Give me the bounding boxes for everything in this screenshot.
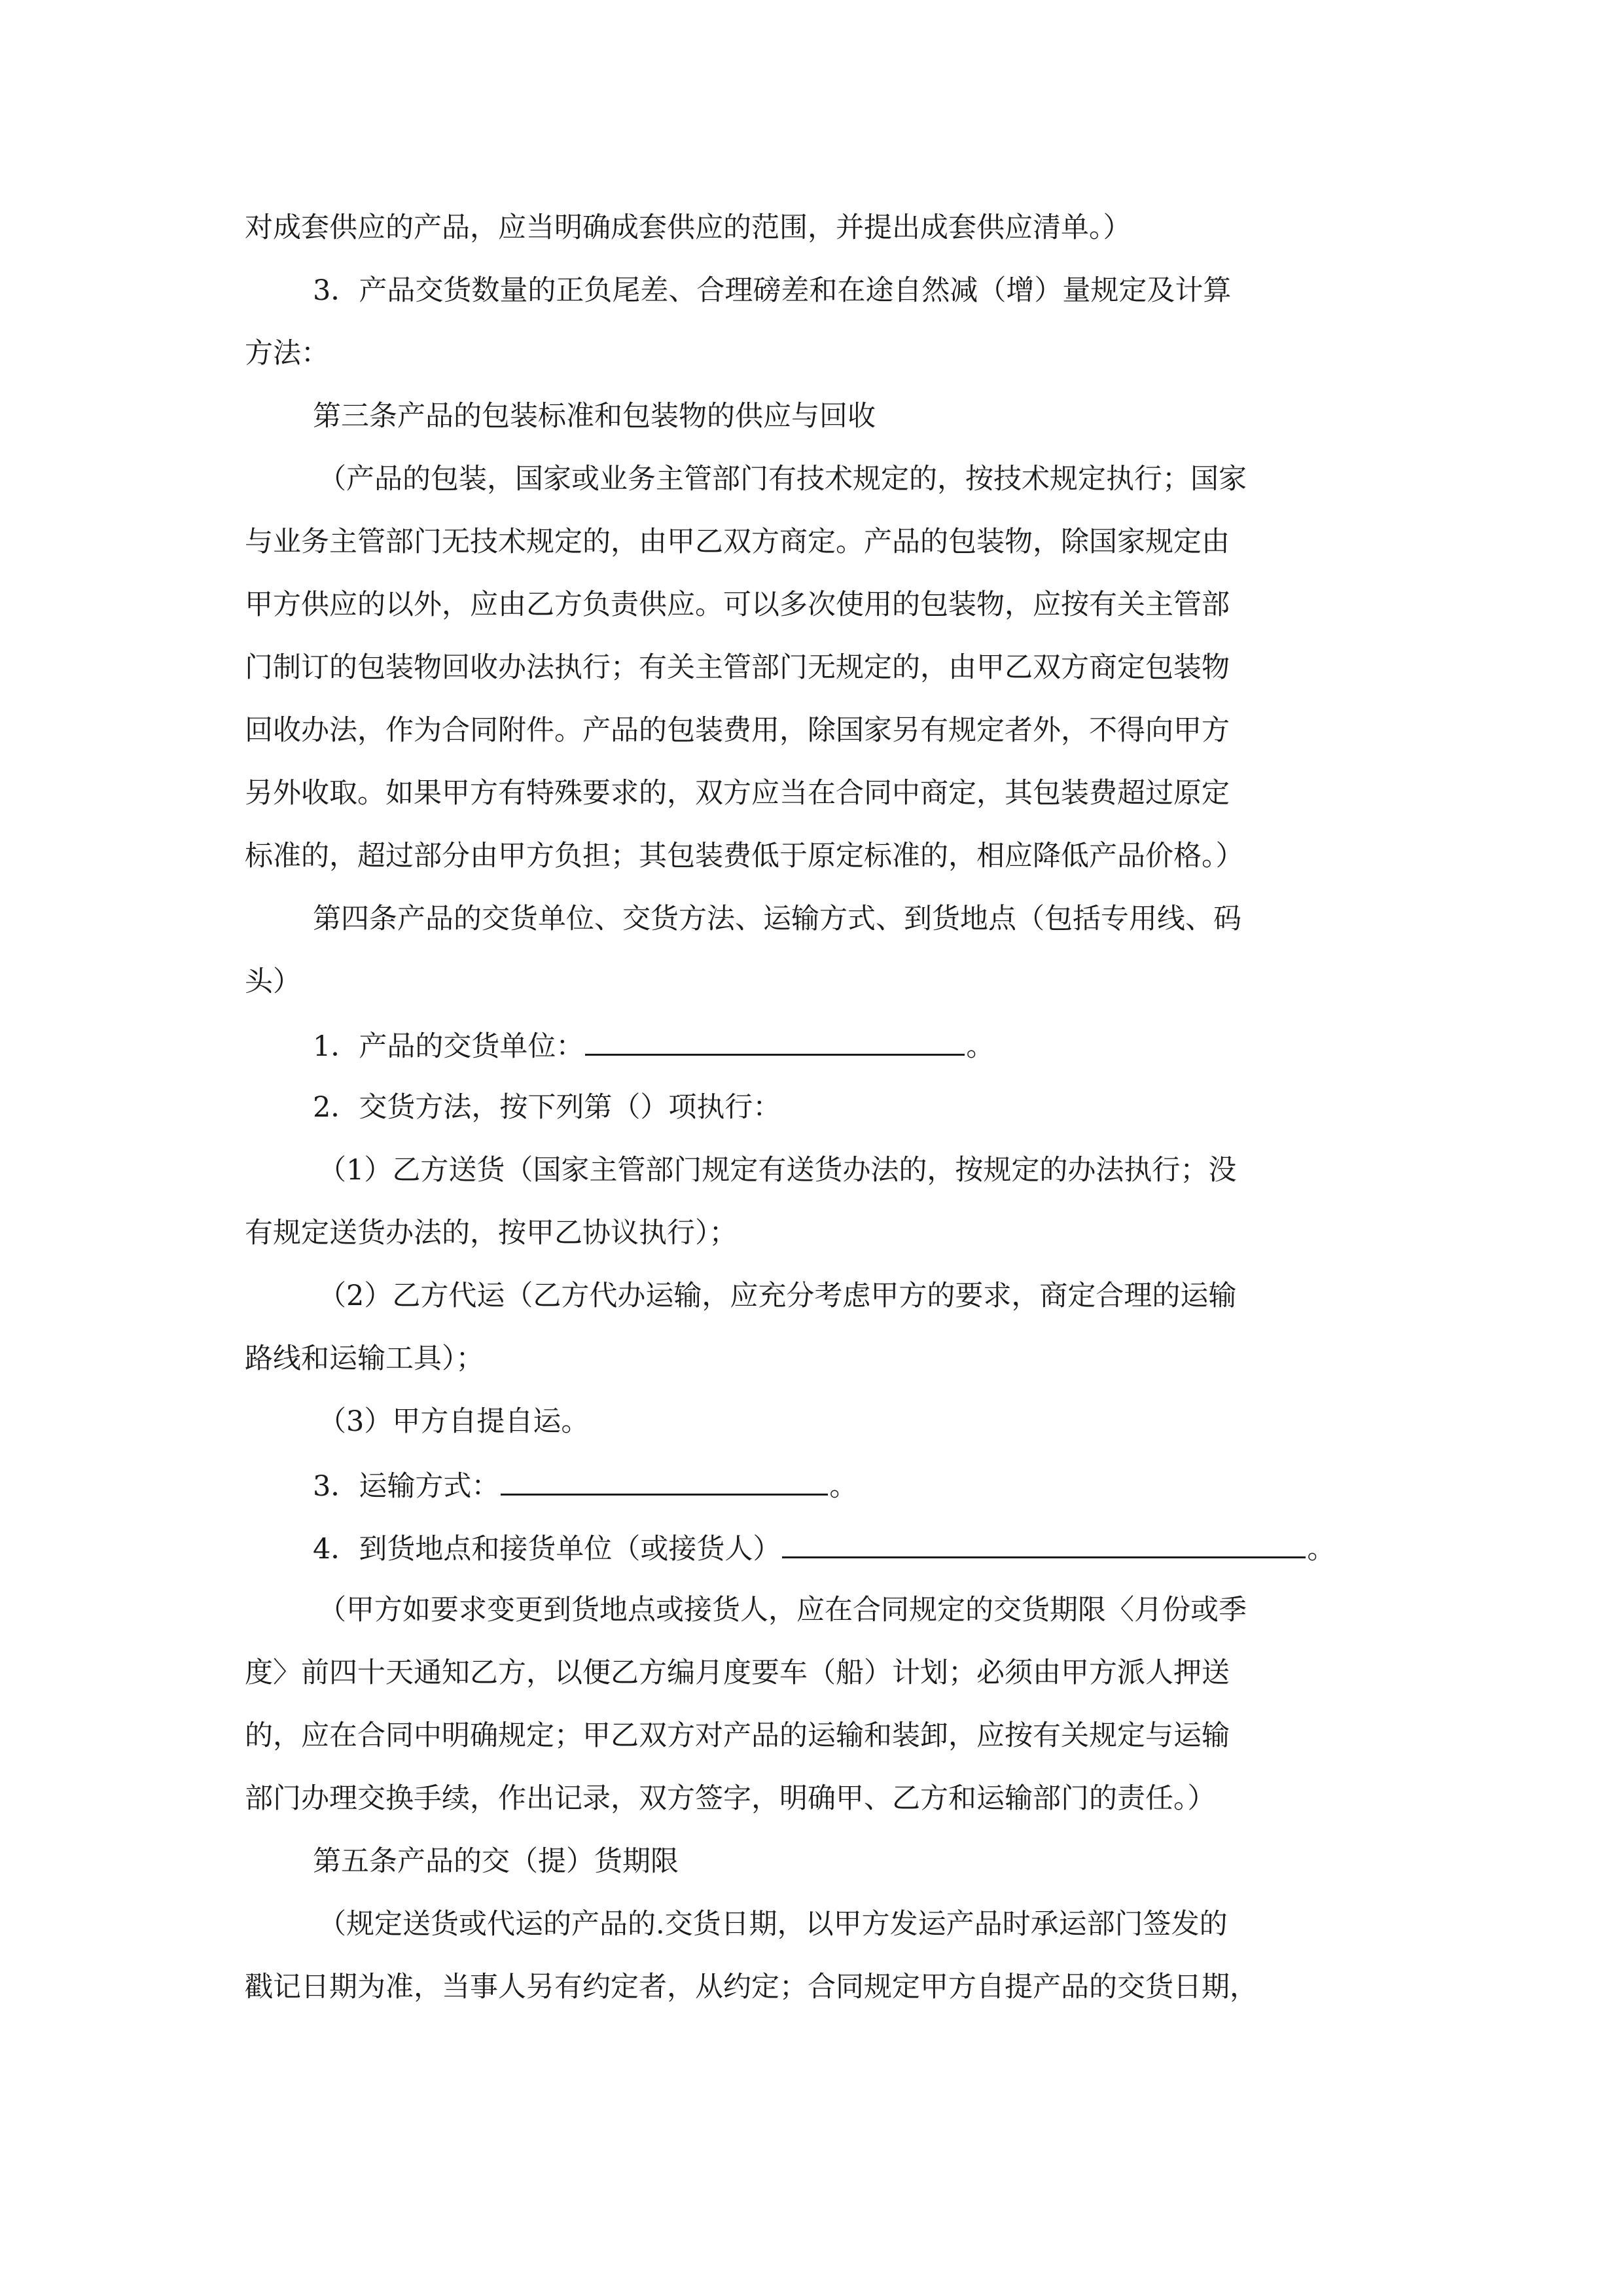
text-line: （规定送货或代运的产品的.交货日期，以甲方发运产品时承运部门签发的: [318, 1908, 1228, 1941]
text-line: 路线和运输工具）；: [245, 1342, 484, 1375]
text-line: 部门办理交换手续，作出记录，双方签字，明确甲、乙方和运输部门的责任。）: [245, 1782, 1216, 1815]
text-line: 的，应在合同中明确规定；甲乙双方对产品的运输和装卸，应按有关规定与运输: [245, 1719, 1230, 1752]
text-line: （甲方如要求变更到货地点或接货人，应在合同规定的交货期限〈月份或季: [318, 1594, 1247, 1626]
transport-method-label: 3．运输方式：: [313, 1470, 500, 1503]
text-line: 头）: [245, 965, 301, 998]
text-line: 对成套供应的产品，应当明确成套供应的范围，并提出成套供应清单。）: [245, 211, 1132, 244]
text-line: 戳记日期为准，当事人另有约定者，从约定；合同规定甲方自提产品的交货日期，: [245, 1971, 1258, 2003]
period: 。: [829, 1470, 858, 1503]
delivery-unit-blank[interactable]: [585, 1025, 965, 1056]
article-heading: 第五条产品的交（提）货期限: [313, 1845, 679, 1878]
text-line: （2）乙方代运（乙方代办运输，应充分考虑甲方的要求，商定合理的运输: [318, 1280, 1237, 1312]
period: 。: [966, 1030, 995, 1063]
text-line: 2．交货方法，按下列第（）项执行：: [313, 1091, 781, 1124]
article-heading: 第四条产品的交货单位、交货方法、运输方式、到货地点（包括专用线、码: [313, 903, 1241, 935]
text-line: 甲方供应的以外，应由乙方负责供应。可以多次使用的包装物，应按有关主管部: [245, 588, 1230, 621]
transport-method-line: [313, 1465, 857, 1504]
text-line: 门制订的包装物回收办法执行；有关主管部门无规定的，由甲乙双方商定包装物: [245, 651, 1230, 684]
text-line: （3）甲方自提自运。: [318, 1405, 590, 1438]
period: 。: [1307, 1533, 1336, 1566]
text-line: 度〉前四十天通知乙方，以便乙方编月度要车（船）计划；必须由甲方派人押送: [245, 1657, 1230, 1689]
text-line: 有规定送货办法的，按甲乙协议执行）；: [245, 1217, 738, 1249]
delivery-unit-label: 1．产品的交货单位：: [313, 1030, 584, 1063]
text-line: 标准的，超过部分由甲方负担；其包装费低于原定标准的，相应降低产品价格。）: [245, 840, 1244, 872]
destination-line: [313, 1528, 1335, 1567]
destination-label: 4．到货地点和接货单位（或接货人）: [313, 1533, 781, 1566]
text-line: 另外收取。如果甲方有特殊要求的，双方应当在合同中商定，其包装费超过原定: [245, 777, 1230, 810]
text-line: 方法：: [245, 337, 329, 370]
destination-blank[interactable]: [782, 1528, 1306, 1558]
text-line: （产品的包装，国家或业务主管部门有技术规定的，按技术规定执行；国家: [318, 463, 1247, 495]
text-line: （1）乙方送货（国家主管部门规定有送货办法的，按规定的办法执行；没: [318, 1154, 1237, 1187]
delivery-unit-line: [313, 1025, 994, 1064]
article-heading: 第三条产品的包装标准和包装物的供应与回收: [313, 400, 876, 433]
transport-method-blank[interactable]: [501, 1465, 828, 1496]
text-line: 与业务主管部门无技术规定的，由甲乙双方商定。产品的包装物，除国家规定由: [245, 526, 1230, 558]
text-line: 3．产品交货数量的正负尾差、合理磅差和在途自然减（增）量规定及计算: [313, 274, 1232, 307]
text-line: 回收办法，作为合同附件。产品的包装费用，除国家另有规定者外，不得向甲方: [245, 714, 1230, 747]
